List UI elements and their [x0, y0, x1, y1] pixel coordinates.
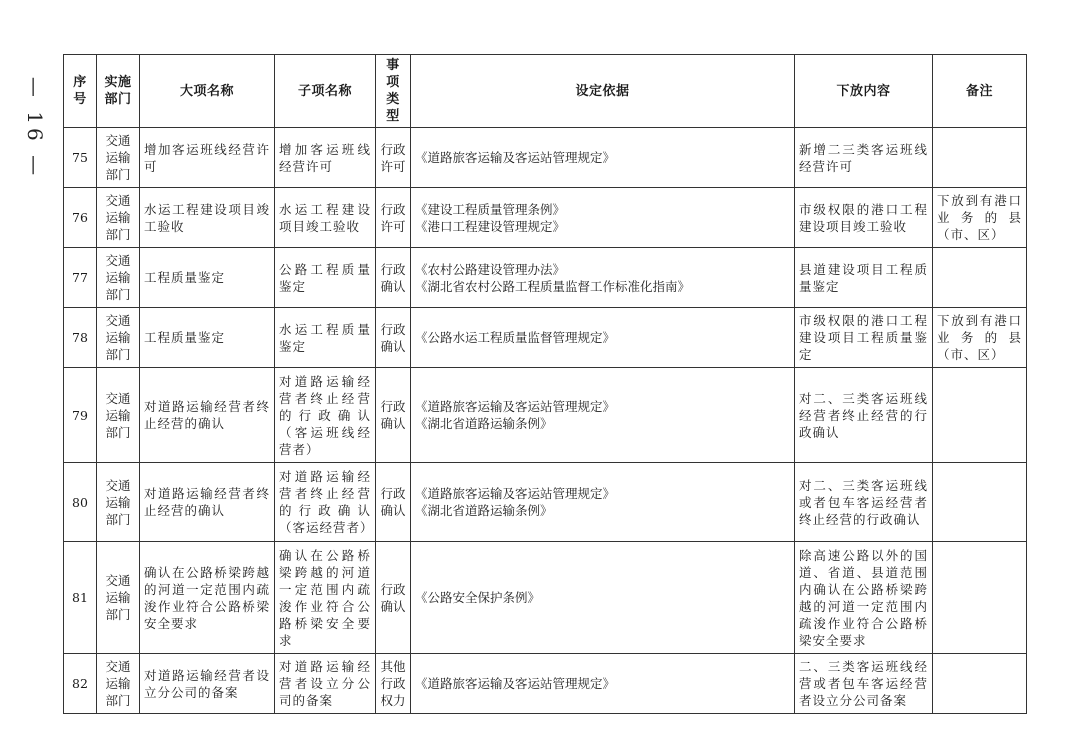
page-number: [18, 78, 52, 178]
header-basis: 设定依据: [411, 55, 795, 128]
cell-type: 行政许可: [376, 128, 411, 188]
cell-content: 二、三类客运班线经营或者包车客运经营者设立分公司备案: [795, 654, 933, 714]
cell-main-item: 工程质量鉴定: [140, 308, 275, 368]
cell-content: 新增二三类客运班线经营许可: [795, 128, 933, 188]
cell-dept: 交通运输部门: [97, 308, 140, 368]
cell-basis: 《建设工程质量管理条例》 《港口工程建设管理规定》: [411, 188, 795, 248]
table-row: [64, 248, 1027, 308]
header-content: 下放内容: [795, 55, 933, 128]
cell-basis: 《道路旅客运输及客运站管理规定》 《湖北省道路运输条例》: [411, 463, 795, 542]
cell-sub-item: 公路工程质量鉴定: [275, 248, 376, 308]
cell-type: 行政确认: [376, 308, 411, 368]
cell-type: 其他行政权力: [376, 654, 411, 714]
header-note: 备注: [933, 55, 1027, 128]
cell-note: [933, 654, 1027, 714]
cell-type: 行政确认: [376, 542, 411, 654]
cell-main-item: 增加客运班线经营许可: [140, 128, 275, 188]
cell-main-item: 对道路运输经营者终止经营的确认: [140, 368, 275, 463]
cell-no: 79: [64, 368, 97, 463]
cell-content: 市级权限的港口工程建设项目工程质量鉴定: [795, 308, 933, 368]
header-no: 序号: [64, 55, 97, 128]
table-row: [64, 654, 1027, 714]
cell-note: [933, 542, 1027, 654]
table-row: [64, 128, 1027, 188]
header-main-item: 大项名称: [140, 55, 275, 128]
cell-no: 76: [64, 188, 97, 248]
cell-note: 下放到有港口业务的县（市、区）: [933, 308, 1027, 368]
cell-no: 81: [64, 542, 97, 654]
cell-main-item: 确认在公路桥梁跨越的河道一定范围内疏浚作业符合公路桥梁安全要求: [140, 542, 275, 654]
cell-no: 80: [64, 463, 97, 542]
cell-basis: 《道路旅客运输及客运站管理规定》: [411, 654, 795, 714]
permission-table: [63, 54, 1027, 714]
cell-sub-item: 水运工程建设项目竣工验收: [275, 188, 376, 248]
cell-note: [933, 248, 1027, 308]
cell-dept: 交通运输部门: [97, 248, 140, 308]
cell-note: 下放到有港口业务的县（市、区）: [933, 188, 1027, 248]
cell-note: [933, 368, 1027, 463]
cell-content: 对二、三类客运班线经营者终止经营的行政确认: [795, 368, 933, 463]
cell-no: 75: [64, 128, 97, 188]
table-header-row: [64, 55, 1027, 128]
header-dept: 实施部门: [97, 55, 140, 128]
cell-basis: 《道路旅客运输及客运站管理规定》 《湖北省道路运输条例》: [411, 368, 795, 463]
cell-basis: 《农村公路建设管理办法》 《湖北省农村公路工程质量监督工作标准化指南》: [411, 248, 795, 308]
cell-type: 行政许可: [376, 188, 411, 248]
cell-content: 除高速公路以外的国道、省道、县道范围内确认在公路桥梁跨越的河道一定范围内疏浚作业符合公路桥梁安全要求: [795, 542, 933, 654]
header-sub-item: 子项名称: [275, 55, 376, 128]
cell-type: 行政确认: [376, 463, 411, 542]
cell-main-item: 对道路运输经营者设立分公司的备案: [140, 654, 275, 714]
cell-main-item: 对道路运输经营者终止经营的确认: [140, 463, 275, 542]
cell-note: [933, 128, 1027, 188]
cell-type: 行政确认: [376, 368, 411, 463]
cell-sub-item: 确认在公路桥梁跨越的河道一定范围内疏浚作业符合公路桥梁安全要求: [275, 542, 376, 654]
page-number-text: — 16 —: [23, 76, 48, 180]
table-row: [64, 463, 1027, 542]
cell-sub-item: 对道路运输经营者终止经营的行政确认（客运经营者）: [275, 463, 376, 542]
table-row: [64, 188, 1027, 248]
cell-basis: 《道路旅客运输及客运站管理规定》: [411, 128, 795, 188]
table-row: [64, 542, 1027, 654]
cell-dept: 交通运输部门: [97, 463, 140, 542]
cell-no: 77: [64, 248, 97, 308]
cell-sub-item: 增加客运班线经营许可: [275, 128, 376, 188]
cell-dept: 交通运输部门: [97, 542, 140, 654]
cell-sub-item: 对道路运输经营者终止经营的行政确认（客运班线经营者）: [275, 368, 376, 463]
cell-sub-item: 水运工程质量鉴定: [275, 308, 376, 368]
cell-dept: 交通运输部门: [97, 368, 140, 463]
cell-dept: 交通运输部门: [97, 654, 140, 714]
cell-main-item: 水运工程建设项目竣工验收: [140, 188, 275, 248]
cell-dept: 交通运输部门: [97, 188, 140, 248]
header-type: 事项类型: [376, 55, 411, 128]
table-row: [64, 308, 1027, 368]
cell-content: 对二、三类客运班线或者包车客运经营者终止经营的行政确认: [795, 463, 933, 542]
cell-no: 82: [64, 654, 97, 714]
cell-basis: 《公路安全保护条例》: [411, 542, 795, 654]
table-row: [64, 368, 1027, 463]
cell-sub-item: 对道路运输经营者设立分公司的备案: [275, 654, 376, 714]
cell-main-item: 工程质量鉴定: [140, 248, 275, 308]
cell-basis: 《公路水运工程质量监督管理规定》: [411, 308, 795, 368]
cell-no: 78: [64, 308, 97, 368]
cell-content: 县道建设项目工程质量鉴定: [795, 248, 933, 308]
cell-note: [933, 463, 1027, 542]
cell-type: 行政确认: [376, 248, 411, 308]
cell-dept: 交通运输部门: [97, 128, 140, 188]
cell-content: 市级权限的港口工程建设项目竣工验收: [795, 188, 933, 248]
